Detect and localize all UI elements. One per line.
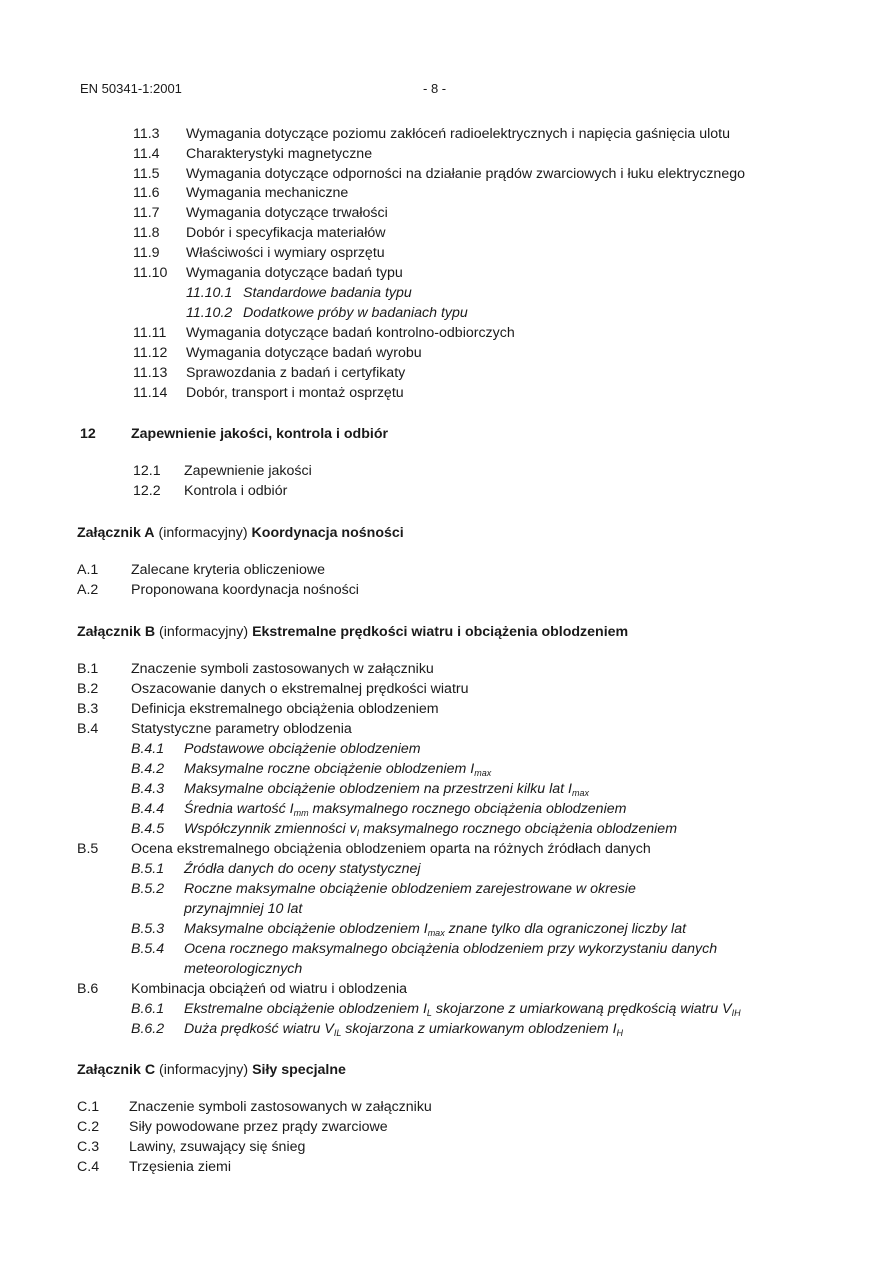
toc-entry: Wymagania dotyczące odporności na działanie prądów zwarciowych i łuku elektrycznego (186, 166, 745, 182)
toc-entry: Zalecane kryteria obliczeniowe (131, 562, 325, 578)
toc-entry-continuation: meteorologicznych (184, 961, 303, 977)
item-number: A.1 (77, 562, 99, 578)
toc-entry: Wymagania dotyczące trwałości (186, 205, 388, 221)
subscript: IL (333, 1028, 342, 1038)
annex-label: Załącznik C (77, 1062, 156, 1078)
toc-entry: Lawiny, zsuwający się śnieg (129, 1139, 306, 1155)
item-number: 11.5 (133, 166, 160, 182)
toc-entry (184, 920, 686, 942)
toc-entry: Wymagania dotyczące badań typu (186, 265, 403, 281)
toc-entry: Trzęsienia ziemi (129, 1159, 231, 1175)
entry-text: Współczynnik zmienności v (184, 821, 357, 837)
item-number: A.2 (77, 582, 99, 598)
item-number: B.5.4 (131, 941, 165, 957)
annex-title: Koordynacja nośności (251, 525, 404, 541)
entry-text: znane tylko dla ograniczonej liczby lat (444, 921, 687, 937)
item-number: B.3 (77, 701, 99, 717)
item-number: B.2 (77, 681, 99, 697)
toc-entry: Charakterystyki magnetyczne (186, 146, 373, 162)
item-number: B.5.2 (131, 881, 165, 897)
item-number: 11.7 (133, 205, 160, 221)
toc-entry (184, 760, 491, 782)
item-number: B.6 (77, 981, 99, 997)
item-number: 11.3 (133, 126, 160, 142)
toc-entry: Wymagania dotyczące badań wyrobu (186, 345, 422, 361)
item-number: B.6.2 (131, 1021, 165, 1037)
entry-text: Średnia wartość I (184, 801, 294, 817)
toc-entry: Dobór, transport i montaż osprzętu (186, 385, 404, 401)
toc-entry: Źródła danych do oceny statystycznej (184, 861, 421, 877)
subscript: max (571, 788, 589, 798)
item-number: 11.8 (133, 225, 160, 241)
annex-heading (77, 623, 628, 641)
entry-text: skojarzone z umiarkowaną prędkością wiatru V (431, 1001, 732, 1017)
item-number: 11.6 (133, 185, 160, 201)
annex-kind: (informacyjny) (159, 1062, 249, 1078)
subscript: L (426, 1008, 432, 1018)
toc-entry (184, 780, 589, 802)
toc-entry: Wymagania dotyczące poziomu zakłóceń radioelektrycznych i napięcia gaśnięcia ulotu (186, 126, 731, 142)
subscript: max (474, 768, 492, 778)
document-id: EN 50341-1:2001 (80, 81, 182, 96)
toc-entry (184, 1020, 623, 1042)
entry-text: Maksymalne obciążenie oblodzeniem I (184, 921, 428, 937)
subscript: mm (293, 808, 309, 818)
toc-entry: Oszacowanie danych o ekstremalnej prędkości wiatru (131, 681, 469, 697)
toc-entry: Siły powodowane przez prądy zwarciowe (129, 1119, 388, 1135)
section-number: 12 (80, 426, 96, 442)
item-number: 11.4 (133, 146, 160, 162)
page-number: - 8 - (423, 81, 447, 96)
item-number: 11.12 (133, 345, 168, 361)
item-number: B.1 (77, 661, 99, 677)
toc-entry: Wymagania mechaniczne (186, 185, 349, 201)
item-number: B.5.1 (131, 861, 165, 877)
section-title: Zapewnienie jakości, kontrola i odbiór (131, 426, 389, 442)
toc-entry (184, 1000, 741, 1022)
annex-label: Załącznik B (77, 624, 156, 640)
entry-text: Maksymalne obciążenie oblodzeniem na przestrzeni kilku lat I (184, 781, 572, 797)
toc-entry: Wymagania dotyczące badań kontrolno-odbiorczych (186, 325, 515, 341)
annex-heading (77, 524, 404, 542)
annex-kind: (informacyjny) (159, 624, 249, 640)
item-number: 11.10.2 (186, 305, 233, 321)
annex-label: Załącznik A (77, 525, 155, 541)
item-number: B.4 (77, 721, 99, 737)
item-number: C.3 (77, 1139, 100, 1155)
toc-entry (184, 800, 626, 822)
toc-entry (184, 820, 677, 842)
toc-entry: Kontrola i odbiór (184, 483, 288, 499)
item-number: 12.1 (133, 463, 161, 479)
entry-text: Duża prędkość wiatru V (184, 1021, 334, 1037)
annex-title: Siły specjalne (252, 1062, 346, 1078)
toc-entry: Dobór i specyfikacja materiałów (186, 225, 386, 241)
subscript: I (356, 828, 360, 838)
subscript: H (616, 1028, 624, 1038)
item-number: B.6.1 (131, 1001, 165, 1017)
item-number: B.5 (77, 841, 99, 857)
item-number: 11.14 (133, 385, 168, 401)
toc-entry: Dodatkowe próby w badaniach typu (243, 305, 468, 321)
toc-entry: Statystyczne parametry oblodzenia (131, 721, 352, 737)
subscript: max (427, 928, 445, 938)
toc-entry: Zapewnienie jakości (184, 463, 312, 479)
item-number: B.4.2 (131, 761, 165, 777)
annex-heading (77, 1061, 346, 1079)
toc-entry: Ocena ekstremalnego obciążenia oblodzeniem oparta na różnych źródłach danych (131, 841, 651, 857)
toc-entry: Znaczenie symboli zastosowanych w załączniku (129, 1099, 432, 1115)
item-number: C.2 (77, 1119, 100, 1135)
item-number: B.4.5 (131, 821, 165, 837)
toc-entry: Roczne maksymalne obciążenie oblodzeniem zarejestrowane w okresie (184, 881, 636, 897)
item-number: C.4 (77, 1159, 100, 1175)
toc-entry: Kombinacja obciążeń od wiatru i oblodzenia (131, 981, 408, 997)
entry-text: skojarzona z umiarkowanym oblodzeniem I (341, 1021, 617, 1037)
toc-entry: Definicja ekstremalnego obciążenia oblodzeniem (131, 701, 439, 717)
entry-text: Ekstremalne obciążenie oblodzeniem I (184, 1001, 427, 1017)
item-number: B.5.3 (131, 921, 165, 937)
item-number: 11.11 (133, 325, 167, 341)
item-number: 11.9 (133, 245, 160, 261)
item-number: C.1 (77, 1099, 100, 1115)
item-number: 11.10.1 (186, 285, 233, 301)
toc-entry: Znaczenie symboli zastosowanych w załączniku (131, 661, 434, 677)
item-number: 11.10 (133, 265, 168, 281)
item-number: 11.13 (133, 365, 168, 381)
entry-text: maksymalnego rocznego obciążenia oblodzeniem (359, 821, 678, 837)
item-number: B.4.1 (131, 741, 165, 757)
toc-entry: Ocena rocznego maksymalnego obciążenia oblodzeniem przy wykorzystaniu danych (184, 941, 718, 957)
entry-text: Maksymalne roczne obciążenie oblodzeniem I (184, 761, 475, 777)
toc-entry: Podstawowe obciążenie oblodzeniem (184, 741, 421, 757)
item-number: 12.2 (133, 483, 161, 499)
toc-entry: Właściwości i wymiary osprzętu (186, 245, 385, 261)
entry-text: maksymalnego rocznego obciążenia oblodzeniem (308, 801, 627, 817)
toc-entry: Sprawozdania z badań i certyfikaty (186, 365, 406, 381)
annex-title: Ekstremalne prędkości wiatru i obciążenia oblodzeniem (252, 624, 629, 640)
toc-entry: Standardowe badania typu (243, 285, 412, 301)
item-number: B.4.4 (131, 801, 165, 817)
item-number: B.4.3 (131, 781, 165, 797)
toc-entry-continuation: przynajmniej 10 lat (184, 901, 303, 917)
subscript: IH (731, 1008, 741, 1018)
toc-entry: Proponowana koordynacja nośności (131, 582, 359, 598)
annex-kind: (informacyjny) (158, 525, 248, 541)
